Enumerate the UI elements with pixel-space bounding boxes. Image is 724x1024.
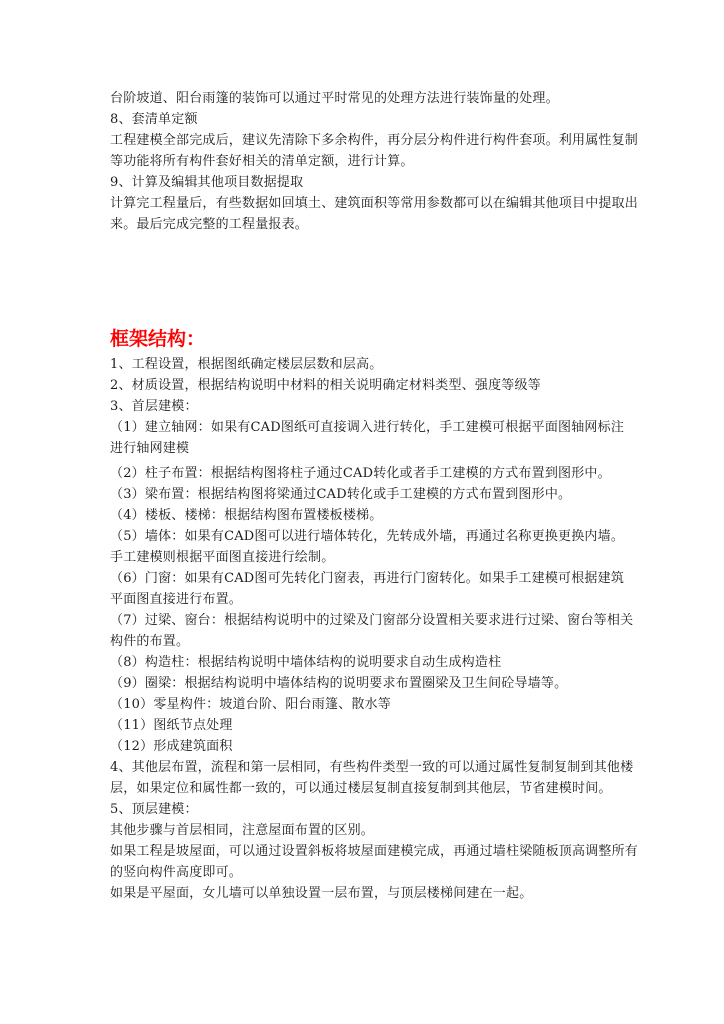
step-line: 的竖向构件高度即可。 <box>110 865 243 880</box>
step-line: 构件的布置。 <box>110 634 190 649</box>
top-section <box>110 88 639 235</box>
step-line: 进行轴网建模 <box>110 441 190 456</box>
step-line: （10）零星构件：坡道台阶、阳台雨篷、散水等 <box>110 697 391 712</box>
frame-structure-section <box>110 326 639 904</box>
paragraph-line: 来。最后完成完整的工程量报表。 <box>110 217 309 232</box>
step-line: 如果是平屋面，女儿墙可以单独设置一层布置，与顶层楼梯间建在一起。 <box>110 886 533 901</box>
step-line: 层，如果定位和属性都一致的，可以通过楼层复制直接复制到其他层，节省建模时间。 <box>110 781 612 796</box>
step-line: （11）图纸节点处理 <box>110 718 233 733</box>
step-line: （5）墙体：如果有CAD图可以进行墙体转化，先转成外墙，再通过名称更换更换内墙。 <box>110 529 625 544</box>
paragraph-line: 计算完工程量后，有些数据如回填土、建筑面积等常用参数都可以在编辑其他项目中提取出 <box>110 196 639 211</box>
step-line: 如果工程是坡屋面，可以通过设置斜板将坡屋面建模完成，再通过墙柱梁随板顶高调整所有 <box>110 844 639 859</box>
step-line: 其他步骤与首层相同，注意屋面布置的区别。 <box>110 823 375 838</box>
section-title-8: 8、套清单定额 <box>110 112 198 127</box>
paragraph-line: 工程建模全部完成后，建议先清除下多余构件，再分层分构件进行构件套项。利用属性复制 <box>110 133 639 148</box>
step-line: （7）过梁、窗台：根据结构说明中的过梁及门窗部分设置相关要求进行过梁、窗台等相关 <box>110 613 634 628</box>
step-line: （9）圈梁：根据结构说明中墙体结构的说明要求布置圈梁及卫生间砼导墙等。 <box>110 676 568 691</box>
paragraph-line: 台阶坡道、阳台雨篷的装饰可以通过平时常见的处理方法进行装饰量的处理。 <box>110 91 559 106</box>
step-line: 平面图直接进行布置。 <box>110 592 243 607</box>
step-line: 手工建模则根据平面图直接进行绘制。 <box>110 550 335 565</box>
step-line: （4）楼板、楼梯：根据结构图布置楼板楼梯。 <box>110 508 383 523</box>
step-line: 5、顶层建模： <box>110 802 198 817</box>
step-line: （12）形成建筑面积 <box>110 739 233 754</box>
step-line: （8）构造柱：根据结构说明中墙体结构的说明要求自动生成构造柱 <box>110 655 502 670</box>
paragraph-line: 等功能将所有构件套好相关的清单定额，进行计算。 <box>110 154 414 169</box>
step-line: 3、首层建模： <box>110 399 198 414</box>
step-line: 2、材质设置，根据结构说明中材料的相关说明确定材料类型、强度等级等 <box>110 378 541 393</box>
step-line: （3）梁布置：根据结构图将梁通过CAD转化或手工建模的方式布置到图形中。 <box>110 487 572 502</box>
step-line: （6）门窗：如果有CAD图可先转化门窗表，再进行门窗转化。如果手工建模可根据建筑 <box>110 571 625 586</box>
step-line: 1、工程设置，根据图纸确定楼层层数和层高。 <box>110 357 383 372</box>
step-line: 4、其他层布置，流程和第一层相同，有些构件类型一致的可以通过属性复制复制到其他楼 <box>110 760 634 775</box>
step-line: （2）柱子布置：根据结构图将柱子通过CAD转化或者手工建模的方式布置到图形中。 <box>110 466 611 481</box>
frame-structure-heading: 框架结构： <box>110 328 206 350</box>
step-line: （1）建立轴网：如果有CAD图纸可直接调入进行转化，手工建模可根据平面图轴网标注 <box>110 420 625 435</box>
section-title-9: 9、计算及编辑其他项目数据提取 <box>110 175 304 190</box>
